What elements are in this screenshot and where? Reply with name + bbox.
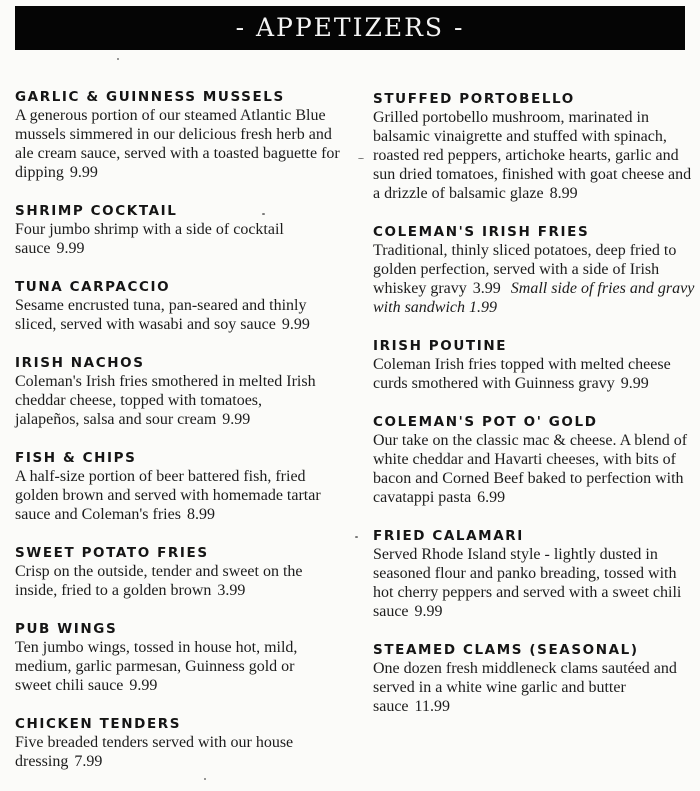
menu-item [15,354,350,429]
item-description: Five breaded tenders served with our house dressing 7.99 [15,734,294,770]
item-description: Four jumbo shrimp with a side of cocktail sauce 9.99 [15,221,284,257]
menu-item [15,88,350,182]
item-description: Grilled portobello mushroom, marinated in balsamic vinaigrette and stuffed with spinach, roasted red peppers, artichoke hearts, garlic and sun dried tomatoes, finished with goat cheese and a drizzle of balsamic glaze 8.99 [373,109,692,202]
item-description: One dozen fresh middleneck clams sautéed and served in a white wine garlic and butter sauce 11.99 [373,660,677,715]
item-name: FRIED CALAMARI [373,528,524,544]
menu-item [15,544,350,600]
item-name: TUNA CARPACCIO [15,279,171,295]
menu-item [15,202,350,258]
menu-item [373,337,698,393]
scan-speck [204,778,206,780]
menu-item [373,223,698,317]
item-name: COLEMAN'S IRISH FRIES [373,224,590,240]
item-name: STEAMED CLAMS (SEASONAL) [373,642,639,658]
item-description: Crisp on the outside, tender and sweet on the inside, fried to a golden brown 3.99 [15,563,303,599]
item-price: 6.99 [477,489,506,506]
item-description: Sesame encrusted tuna, pan-seared and thinly sliced, served with wasabi and soy sauce 9.99 [15,297,310,333]
item-price: 9.99 [69,164,98,181]
item-price: 9.99 [129,677,158,694]
left-menu-column [15,88,350,791]
item-name: IRISH NACHOS [15,355,145,371]
menu-item [15,620,350,695]
scan-speck [358,158,364,159]
item-price: 9.99 [281,316,310,333]
item-name: CHICKEN TENDERS [15,716,182,732]
menu-item [373,527,698,621]
menu-item [373,413,698,507]
scan-speck [262,213,265,215]
menu-item [373,641,698,716]
right-menu-column [373,90,698,736]
item-description: A half-size portion of beer battered fish, fried golden brown and served with homemade tartar sauce and Coleman's fries 8.99 [15,468,321,523]
item-note: Small side of fries and gravy with sandwich 1.99 [373,280,695,316]
item-name: GARLIC & GUINNESS MUSSELS [15,89,285,105]
item-price: 7.99 [74,753,103,770]
item-price: 8.99 [186,506,215,523]
item-name: PUB WINGS [15,621,118,637]
scan-speck [355,536,358,538]
item-price: 8.99 [549,185,578,202]
item-name: SHRIMP COCKTAIL [15,203,178,219]
menu-item [373,90,698,203]
item-price: 11.99 [414,698,450,715]
scan-speck [117,58,119,60]
item-price: 9.99 [620,375,649,392]
item-price: 9.99 [56,240,85,257]
item-name: FISH & CHIPS [15,450,137,466]
item-price: 9.99 [414,603,443,620]
item-price: 3.99 [217,582,246,599]
menu-item [15,715,350,771]
item-name: STUFFED PORTOBELLO [373,91,575,107]
item-name: COLEMAN'S POT O' GOLD [373,414,598,430]
item-description: Coleman's Irish fries smothered in melted Irish cheddar cheese, topped with tomatoes, jalapeños, salsa and sour cream 9.99 [15,373,316,428]
section-banner [15,6,685,50]
menu-item [15,278,350,334]
item-description: A generous portion of our steamed Atlantic Blue mussels simmered in our delicious fresh herb and ale cream sauce, served with a toasted baguette for dipping 9.99 [15,107,340,181]
item-description: Traditional, thinly sliced potatoes, deep fried to golden perfection, served with a side of Irish whiskey gravy 3.99 Small side of fries and gravy with sandwich 1.99 [373,242,695,316]
item-price: 3.99 [472,280,501,297]
section-title: - APPETIZERS - [235,13,465,42]
item-description: Served Rhode Island style - lightly dusted in seasoned flour and panko breading, tossed with hot cherry peppers and served with a sweet chili sauce 9.99 [373,546,682,620]
item-name: IRISH POUTINE [373,338,508,354]
menu-item [15,449,350,524]
item-description: Ten jumbo wings, tossed in house hot, mild, medium, garlic parmesan, Guinness gold or sweet chili sauce 9.99 [15,639,298,694]
item-name: SWEET POTATO FRIES [15,545,209,561]
item-description: Coleman Irish fries topped with melted cheese curds smothered with Guinness gravy 9.99 [373,356,671,392]
item-description: Our take on the classic mac & cheese. A blend of white cheddar and Havarti cheeses, with bits of bacon and Corned Beef baked to perfection with cavatappi pasta 6.99 [373,432,688,506]
item-price: 9.99 [222,411,251,428]
